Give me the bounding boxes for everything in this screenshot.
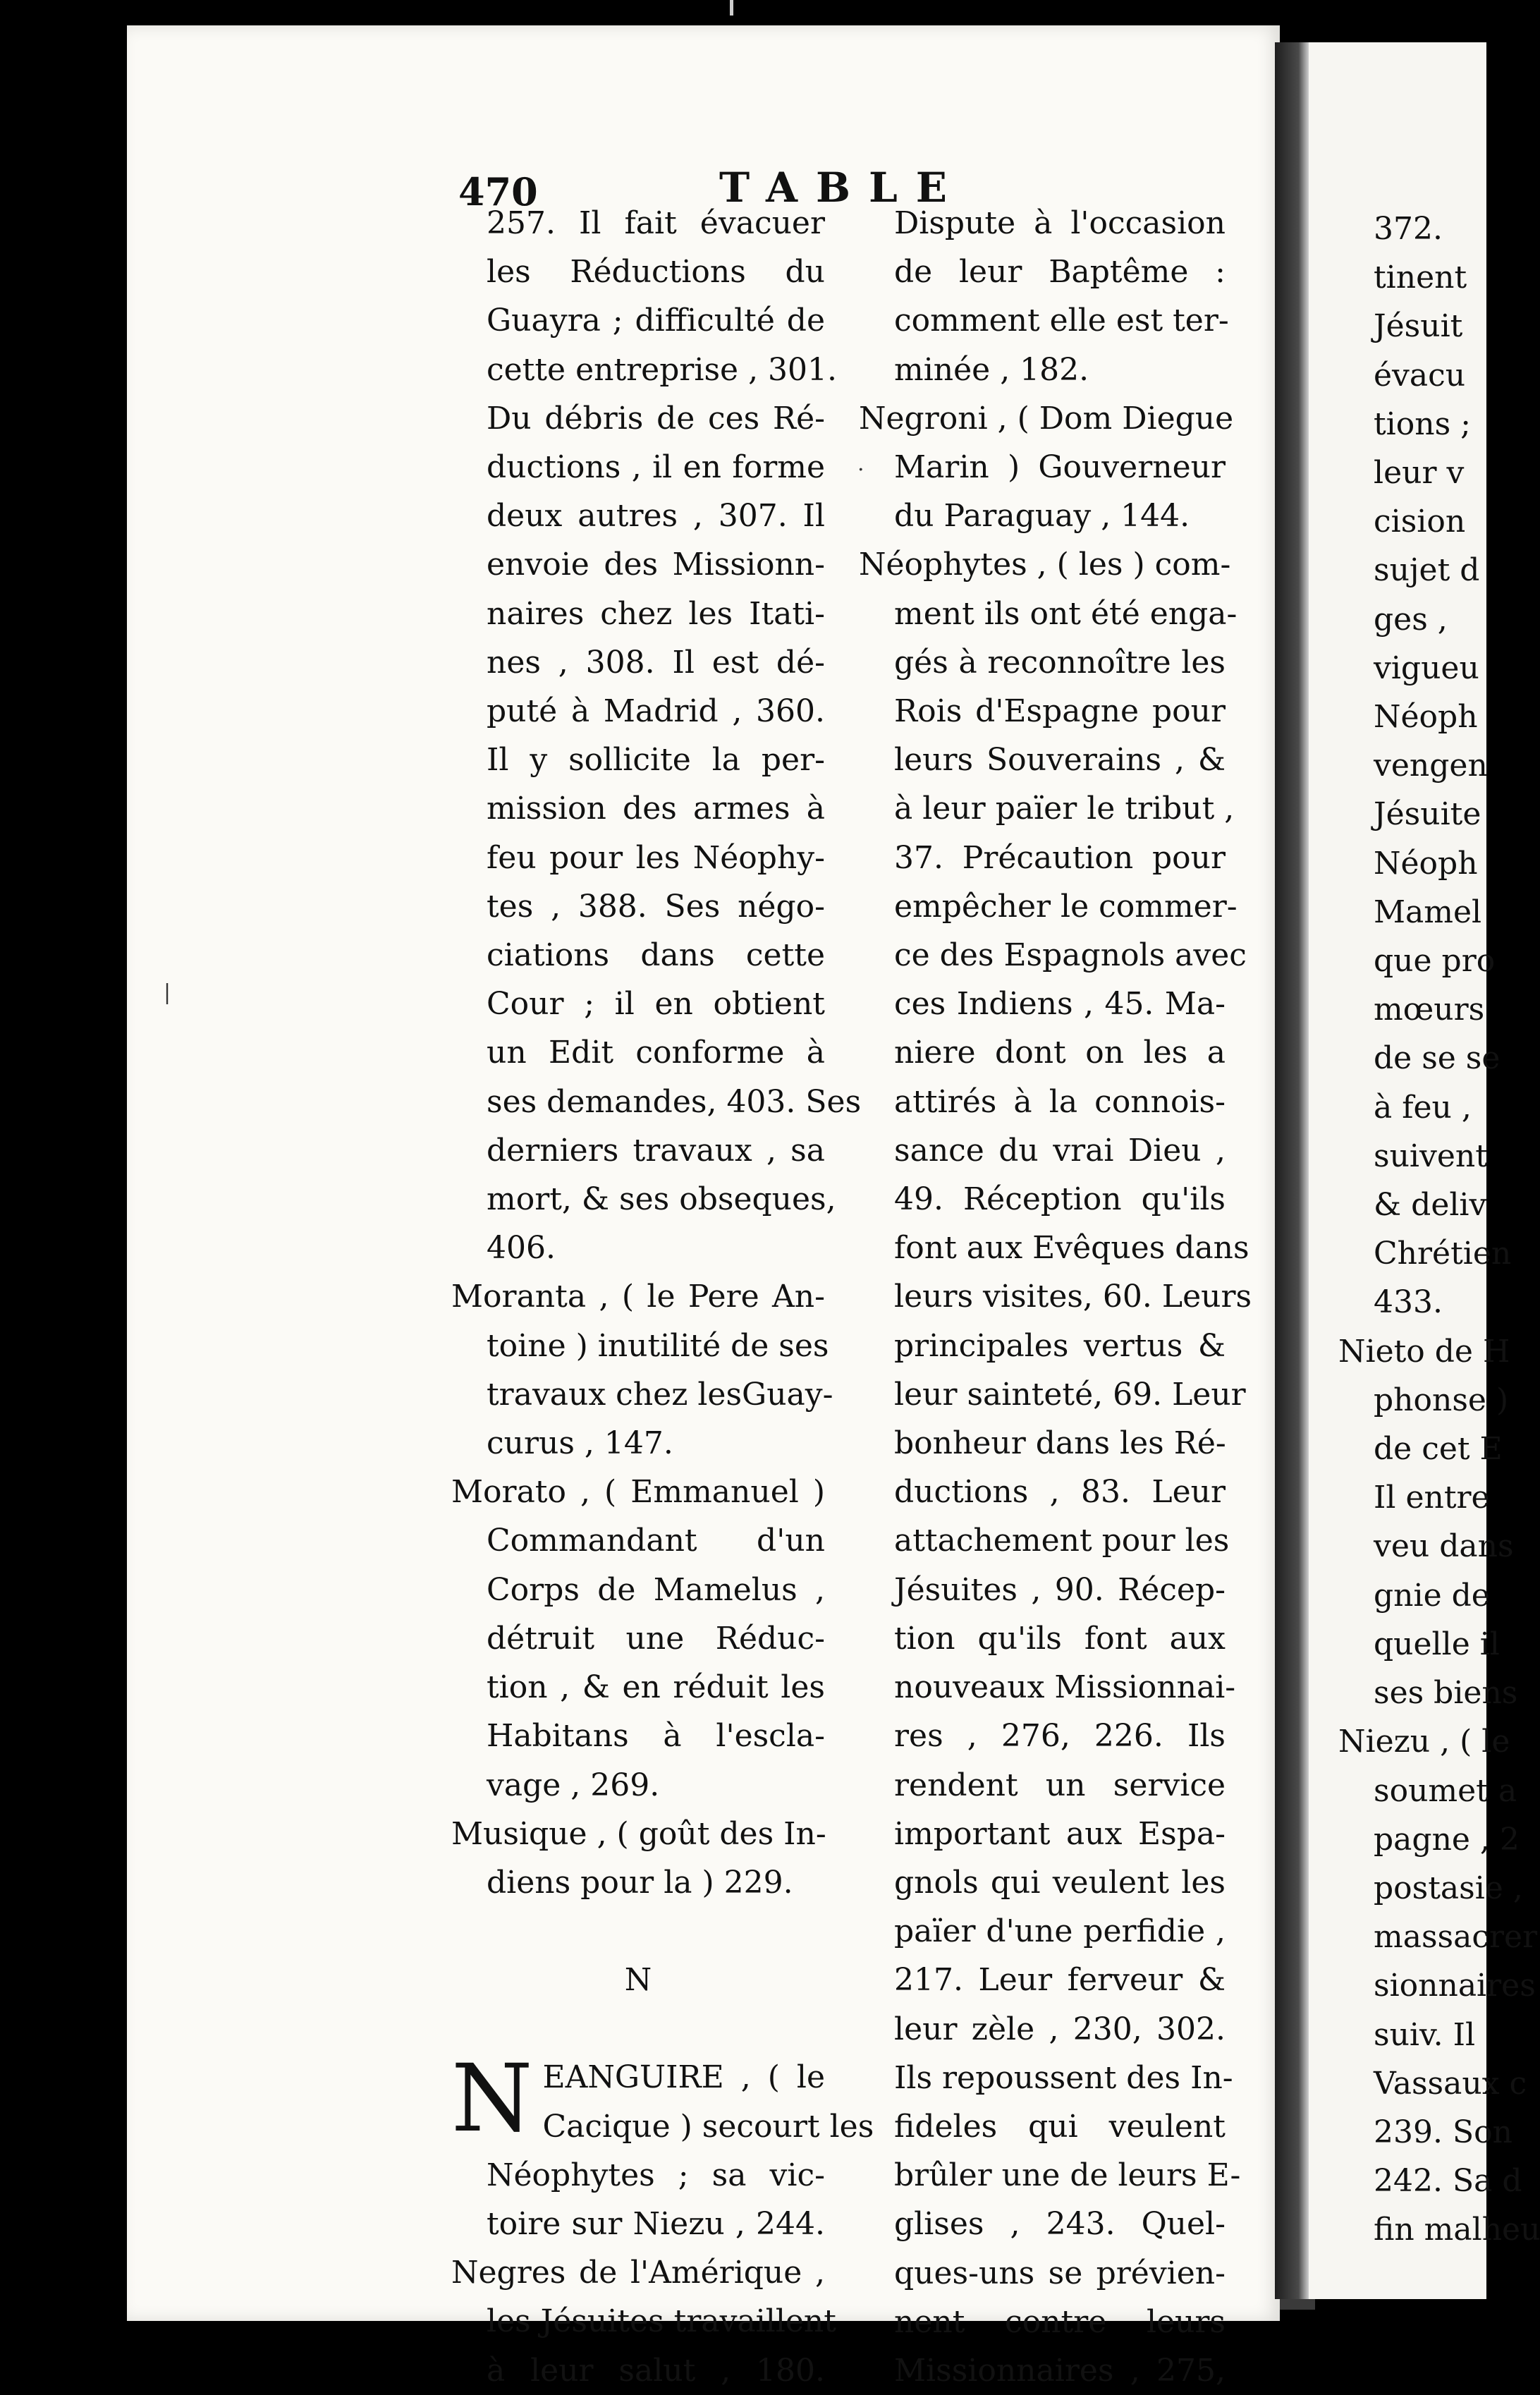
text-line: Missionnaires , 275,	[894, 2352, 1226, 2389]
text-line: attachement pour les	[894, 1523, 1230, 1559]
text-line: mort, & ses obseques,	[487, 1181, 836, 1218]
text-line: toine ) inutilité de ses	[487, 1327, 829, 1364]
text-line: ces Indiens , 45. Ma-	[894, 986, 1226, 1023]
text-line: ductions , il en forme	[487, 449, 825, 486]
text-line: postasie ,	[1374, 1870, 1523, 1906]
text-line: à leur salut , 180.	[487, 2352, 825, 2389]
print-speck: .	[857, 451, 864, 476]
text-line: Du débris de ces Ré-	[487, 400, 825, 437]
text-line: tion , & en réduit les	[487, 1669, 825, 1706]
text-line: leur zèle , 230, 302.	[894, 2011, 1226, 2047]
text-line: évacu	[1374, 357, 1466, 394]
text-line: que pro	[1374, 943, 1496, 980]
text-line: mission des armes à	[487, 791, 825, 827]
text-line: nes , 308. Il est dé-	[487, 644, 825, 681]
text-line: Néoph	[1374, 699, 1478, 736]
text-line: tion qu'ils font aux	[894, 1620, 1226, 1657]
text-line: Rois d'Espagne pour	[894, 693, 1226, 730]
text-line: Il entre	[1374, 1480, 1490, 1516]
text-line: fideles qui veulent	[894, 2108, 1226, 2145]
print-speck: |	[164, 980, 171, 1005]
text-line: minée , 182.	[894, 351, 1089, 388]
text-line: détruit une Réduc-	[487, 1620, 825, 1657]
text-line: tes , 388. Ses négo-	[487, 888, 825, 925]
text-line: à leur païer le tribut ,	[894, 791, 1235, 827]
index-column-3	[1338, 205, 1540, 2255]
facing-page-text-clip	[1275, 42, 1540, 2299]
text-line: vage , 269.	[487, 1767, 660, 1803]
text-line: Jésuites , 90. Récep-	[894, 1571, 1226, 1608]
text-line: leurs Souverains , &	[894, 742, 1226, 779]
text-line: leur v	[1374, 455, 1465, 492]
index-entry-heading: Moranta , ( le Pere An-	[451, 1279, 825, 1315]
index-entry-block	[451, 2044, 874, 2248]
text-line: suiv. Il	[1374, 2016, 1476, 2053]
text-line: quelle il	[1374, 1626, 1500, 1662]
text-line: Commandant d'un	[487, 1523, 825, 1559]
text-line: 217. Leur ferveur &	[894, 1962, 1226, 1999]
text-line: 37. Précaution pour	[894, 839, 1226, 876]
text-line: du Paraguay , 144.	[894, 498, 1190, 535]
index-entry-heading: Morato , ( Emmanuel )	[451, 1474, 825, 1511]
text-line: & deliv	[1374, 1187, 1487, 1224]
top-edge-mark	[730, 0, 733, 16]
text-line: de leur Baptême :	[894, 254, 1226, 291]
text-line: ses biens	[1374, 1675, 1518, 1712]
text-line: 433.	[1374, 1284, 1443, 1321]
index-entry-heading: Negres de l'Amérique ,	[451, 2255, 825, 2291]
index-column-1	[451, 199, 874, 2395]
page-number: 470	[458, 169, 538, 214]
text-line: soumet a	[1374, 1772, 1517, 1809]
text-line: font aux Evêques dans	[894, 1230, 1249, 1267]
index-entry-heading: Negroni , ( Dom Diegue	[859, 400, 1234, 437]
text-line: 257. Il fait évacuer	[487, 205, 825, 241]
text-line: mœurs	[1374, 992, 1485, 1028]
text-line: ductions , 83. Leur	[894, 1474, 1226, 1511]
text-line: ciations dans cette	[487, 937, 825, 974]
text-line: deux autres , 307. Il	[487, 498, 825, 535]
text-line: nouveaux Missionnai-	[894, 1669, 1236, 1706]
text-line: niere dont on les a	[894, 1035, 1226, 1071]
text-line: important aux Espa-	[894, 1815, 1226, 1852]
text-line: de se se	[1374, 1040, 1501, 1077]
text-line: vengen	[1374, 748, 1488, 784]
text-line: 49. Réception qu'ils	[894, 1181, 1226, 1218]
text-line: ce des Espagnols avec	[894, 937, 1247, 974]
text-line: 406.	[487, 1230, 556, 1267]
text-line: gnols qui veulent les	[894, 1864, 1226, 1901]
text-line: res , 276, 226. Ils	[894, 1718, 1226, 1755]
text-line: leur sainteté, 69. Leur	[894, 1376, 1246, 1413]
text-line: pagne , 2	[1374, 1821, 1520, 1858]
text-line: ses demandes, 403. Ses	[487, 1083, 862, 1120]
text-line: vigueu	[1374, 650, 1479, 686]
index-entry-heading: Néophytes , ( les ) com-	[859, 547, 1231, 583]
text-line: ges ,	[1374, 601, 1448, 638]
text-line: Chrétien	[1374, 1236, 1512, 1272]
index-entry-heading: Musique , ( goût des In-	[451, 1815, 826, 1852]
page-title: TABLE	[719, 164, 966, 212]
text-line: comment elle est ter-	[894, 303, 1229, 339]
text-line: 372.	[1374, 211, 1443, 247]
text-line: attirés à la connois-	[894, 1083, 1226, 1120]
drop-cap-letter: N	[451, 2044, 533, 2154]
text-line: Dispute à l'occasion	[894, 205, 1226, 241]
text-line: empêcher le commer-	[894, 888, 1238, 925]
text-line: sance du vrai Dieu ,	[894, 1132, 1226, 1169]
text-line: cette entreprise , 301.	[487, 351, 838, 388]
section-letter: N	[624, 1962, 652, 1999]
text-line: cision	[1374, 504, 1466, 540]
text-line: massacrer	[1374, 1919, 1538, 1956]
text-line: EANGUIRE , ( le	[542, 2059, 825, 2096]
text-line: Jésuit	[1374, 308, 1463, 345]
text-line: païer d'une perfidie ,	[894, 1913, 1226, 1950]
index-column-2	[859, 199, 1252, 2395]
text-line: ques-uns se prévien-	[894, 2255, 1226, 2291]
text-line: diens pour la ) 229.	[487, 1864, 793, 1901]
text-line: tions ;	[1374, 406, 1471, 442]
text-line: brûler une de leurs E-	[894, 2157, 1241, 2194]
text-line: Vassaux c	[1374, 2065, 1527, 2102]
text-line: à feu ,	[1374, 1089, 1472, 1126]
text-line: tinent	[1374, 260, 1467, 296]
text-line: gnie de	[1374, 1577, 1490, 1614]
text-line: rendent un service	[894, 1767, 1226, 1803]
text-line: fin malheu	[1374, 2212, 1540, 2248]
text-line: puté à Madrid , 360.	[487, 693, 825, 730]
text-line: feu pour les Néophy-	[487, 839, 825, 876]
text-line: 239. Son	[1374, 2114, 1512, 2150]
text-line: Corps de Mamelus ,	[487, 1571, 825, 1608]
text-line: Mamel	[1374, 894, 1482, 930]
text-line: travaux chez lesGuay-	[487, 1376, 833, 1413]
text-line: Cacique ) secourt les	[542, 2108, 874, 2145]
index-entry-heading: Niezu , ( le	[1338, 1724, 1510, 1760]
text-line: suivent	[1374, 1138, 1488, 1174]
text-line: sujet d	[1374, 552, 1480, 589]
text-line: Ils repoussent des In-	[894, 2059, 1233, 2096]
text-line: les Réductions du	[487, 254, 825, 291]
text-line: les Jésuites travaillent	[487, 2303, 836, 2340]
text-line: glises , 243. Quel-	[894, 2206, 1226, 2243]
text-line: Cour ; il en obtient	[487, 986, 825, 1023]
text-line: bonheur dans les Ré-	[894, 1425, 1226, 1462]
text-line: Néoph	[1374, 845, 1478, 882]
text-line: curus , 147.	[487, 1425, 673, 1462]
text-line: leurs visites, 60. Leurs	[894, 1279, 1252, 1315]
text-line: envoie des Missionn-	[487, 547, 825, 583]
text-line: Marin ) Gouverneur	[894, 449, 1226, 486]
text-line: veu dans	[1374, 1528, 1514, 1565]
text-line: principales vertus &	[894, 1327, 1226, 1364]
text-line: ment ils ont été enga-	[894, 595, 1238, 632]
index-entry-heading: Nieto de H	[1338, 1333, 1510, 1370]
text-line: Il y sollicite la per-	[487, 742, 825, 779]
text-line: sionnaires	[1374, 1968, 1536, 2004]
text-line: Néophytes ; sa vic-	[487, 2157, 825, 2193]
text-line: 242. Sa d	[1374, 2163, 1522, 2200]
text-line: de cet E	[1374, 1431, 1503, 1468]
text-line: un Edit conforme à	[487, 1035, 825, 1071]
text-line: Habitans à l'escla-	[487, 1718, 825, 1755]
text-line: phonse )	[1374, 1382, 1509, 1418]
text-line: naires chez les Itati-	[487, 595, 825, 632]
text-line: gés à reconnoître les	[894, 644, 1226, 681]
text-line: nent contre leurs	[894, 2303, 1226, 2340]
text-line: Jésuite	[1374, 796, 1481, 833]
spacer	[451, 1907, 825, 1956]
text-line: Guayra ; difficulté de	[487, 303, 825, 339]
text-line: toire sur Niezu , 244.	[487, 2205, 825, 2242]
text-line: derniers travaux , sa	[487, 1132, 825, 1169]
